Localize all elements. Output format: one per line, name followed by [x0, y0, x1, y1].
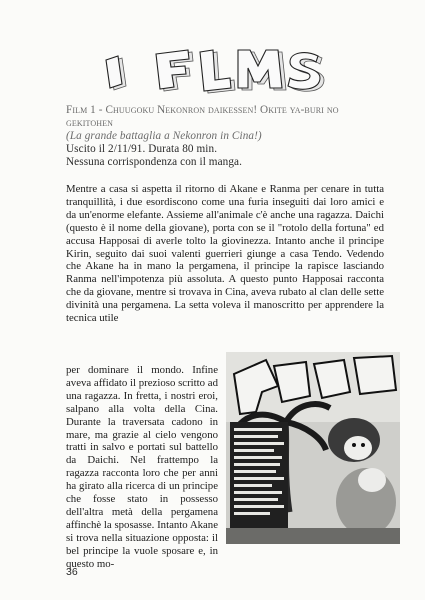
film-heading — [66, 104, 386, 169]
section-title-logo — [96, 46, 326, 96]
film-manga-note: Nessuna corrispondenza con il manga. — [66, 156, 243, 168]
section-title-lettering — [96, 46, 326, 96]
body-text-full-width — [66, 183, 384, 325]
film-release-info: Uscito il 2/11/91. Durata 80 min. — [66, 143, 218, 155]
body-paragraph-1: Mentre a casa si aspetta il ritorno di Akane e Ranma per cenare in tutta tranquillità, i due esordiscono come una furia inseguiti dai loro amici e da un'enorme elefante. Assieme all'animale c'è anche una ragazza. Daichi (questo è il nome della giovane), porta con se il "rotolo della fortuna" ed accusa Happosai di averle tolto la giovinezza. Intanto anche il principe Kirin, seguito dai suoi valenti guerrieri giunge a casa Tendo. Vedendo che Akane ha in mano la pergamena, il principe la rapisce lasciando Ranma nell'impotenza più assoluta. A questo punto Happosai racconta che da giovane, mentre si trovava in Cina, aveva rubato al clan delle sette divinità una pergamena. La setta voleva il manoscritto per apprendere la tecnica utile — [66, 183, 384, 325]
poster-illustration — [226, 352, 400, 544]
body-paragraph-2: per dominare il mondo. Infine aveva affidato il prezioso scritto ad una ragazza. In fretta, i nostri eroi, salpano alla volta della Cina. Durante la traversata cadono in mare, ma grazie al cielo vengono tratti in salvo e portati sul battello da Daichi. Nel frattempo la ragazza racconta loro che per anni ha girato alla ricerca di un principe che fosse stato in possesso dell'altra metà della pergamena affinchè la sposasse. Intanto Akane si trova nella situazione opposta: il bel principe la vuole sposare e, in questo mo- — [66, 364, 218, 570]
film-poster-image — [226, 352, 400, 544]
page-number: 36 — [66, 566, 78, 578]
body-text-column — [66, 364, 218, 571]
film-title: Film 1 - Chuugoku Nekonron daikessen! Okite ya-buri no gekitohen — [66, 104, 339, 129]
film-italian-title: (La grande battaglia a Nekonron in Cina!) — [66, 130, 262, 142]
